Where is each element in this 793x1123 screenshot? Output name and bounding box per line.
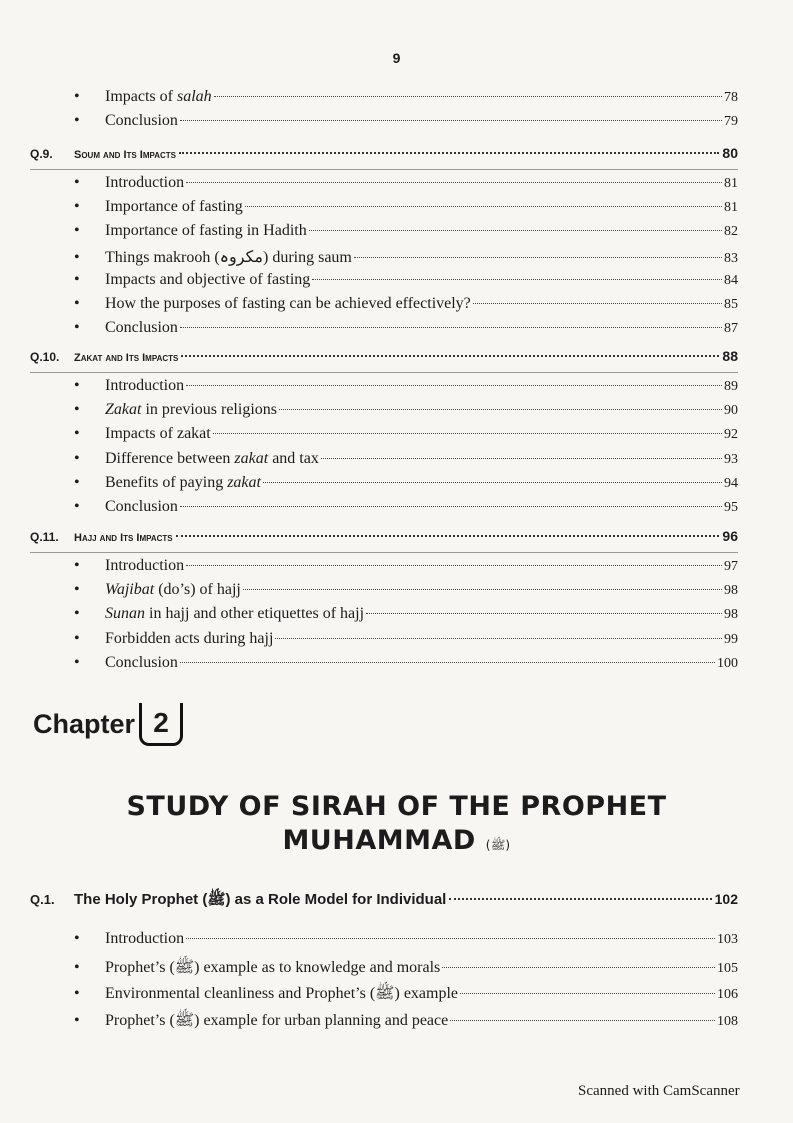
- toc-item[interactable]: [30, 319, 738, 343]
- toc-section-ch2-q1: [30, 930, 738, 1036]
- toc-item-label: Forbidden acts during hajj: [105, 629, 274, 647]
- leader-dots: [180, 120, 722, 121]
- section-number: Q.11.: [30, 530, 59, 544]
- bullet: •: [74, 629, 80, 647]
- toc-item-label: Conclusion: [105, 497, 178, 515]
- section-page: 80: [722, 145, 738, 161]
- toc-item-page: 79: [724, 114, 738, 130]
- chapter-title-line2: MUHAMMAD (ﷺ): [282, 825, 511, 856]
- toc-item-page: 99: [724, 631, 738, 647]
- section-heading[interactable]: [30, 145, 738, 170]
- bullet: •: [74, 425, 80, 443]
- toc-item-page: 94: [724, 475, 738, 491]
- toc-item-label: Introduction: [105, 557, 185, 574]
- toc-item-page: 93: [724, 451, 738, 467]
- section-title: Soum and Its Impacts: [74, 149, 177, 161]
- toc-item[interactable]: [30, 581, 738, 605]
- toc-item[interactable]: [30, 198, 738, 222]
- toc-item[interactable]: [30, 474, 738, 498]
- toc-item-label: Introduction: [105, 377, 185, 394]
- toc-item[interactable]: [30, 983, 738, 1010]
- toc-item[interactable]: [30, 605, 738, 629]
- section-title: The Holy Prophet (ﷺ) as a Role Model for Individual: [74, 891, 447, 908]
- leader-dots: [321, 458, 722, 459]
- chapter-number: 2: [153, 707, 169, 738]
- chapter-word: Chapter: [33, 709, 136, 739]
- leader-dots: [186, 182, 722, 183]
- bullet: •: [74, 319, 80, 337]
- leader-dots: [179, 152, 719, 154]
- leader-dots: [186, 565, 722, 566]
- section-number: Q.1.: [30, 892, 55, 907]
- toc-item-page: 108: [717, 1013, 738, 1029]
- toc-item-label: Things makrooh (مکروہ) during saum: [105, 248, 352, 266]
- toc-item[interactable]: [30, 401, 738, 425]
- toc-section-q11: [30, 523, 738, 678]
- toc-item-page: 89: [724, 379, 738, 394]
- toc-item-page: 81: [724, 176, 738, 191]
- section-page: 96: [722, 528, 738, 544]
- toc-section-q9: [30, 140, 738, 343]
- toc-item-page: 95: [724, 499, 738, 515]
- bullet: •: [74, 557, 80, 574]
- toc-item-page: 98: [724, 607, 738, 623]
- leader-dots: [263, 482, 722, 483]
- leader-dots: [312, 279, 722, 280]
- leader-dots: [442, 967, 715, 968]
- bullet: •: [74, 581, 80, 599]
- leader-dots: [180, 662, 715, 663]
- leader-dots: [180, 506, 722, 507]
- toc-item[interactable]: [30, 425, 738, 449]
- toc-item-page: 83: [724, 250, 738, 266]
- toc-item-label: Conclusion: [105, 112, 178, 130]
- bullet: •: [74, 449, 80, 467]
- section-page: 102: [714, 891, 738, 907]
- toc-item[interactable]: [30, 377, 738, 401]
- toc-item-label: Zakat in previous religions: [105, 401, 277, 419]
- leader-dots: [180, 327, 722, 328]
- page-number: 9: [392, 50, 401, 66]
- toc-item-page: 92: [724, 427, 738, 443]
- leader-dots: [181, 355, 719, 357]
- toc-item-page: 85: [724, 296, 738, 312]
- section-number: Q.10.: [30, 350, 60, 364]
- leader-dots: [354, 257, 722, 258]
- leader-dots: [176, 535, 720, 537]
- leader-dots: [450, 1020, 715, 1021]
- toc-item-page: 98: [724, 583, 738, 599]
- toc-item-label: Introduction: [105, 930, 185, 947]
- bullet: •: [74, 473, 80, 491]
- leader-dots: [366, 613, 722, 614]
- toc-item[interactable]: [30, 174, 738, 198]
- chapter-number-badge: [139, 703, 183, 746]
- bullet: •: [74, 958, 80, 976]
- toc-item-page: 78: [724, 90, 738, 105]
- toc-item-page: 97: [724, 559, 738, 574]
- toc-item[interactable]: [30, 271, 738, 295]
- section-title: Hajj and Its Impacts: [74, 532, 173, 544]
- leader-dots: [279, 409, 722, 410]
- leader-dots: [473, 303, 722, 304]
- toc-item[interactable]: [30, 112, 738, 136]
- section-heading[interactable]: [30, 528, 738, 553]
- bullet: •: [74, 377, 80, 394]
- toc-item-label: Impacts of zakat: [105, 425, 211, 443]
- section-number: Q.9.: [30, 147, 53, 161]
- chapter-title-line1: STUDY OF SIRAH OF THE PROPHET: [126, 791, 667, 822]
- toc-item-page: 84: [724, 272, 738, 288]
- bullet: •: [74, 88, 80, 105]
- toc-item-label: Conclusion: [105, 319, 178, 337]
- leader-dots: [243, 589, 722, 590]
- bullet: •: [74, 653, 80, 671]
- bullet: •: [74, 248, 80, 266]
- toc-block-salah: [30, 88, 738, 136]
- leader-dots: [460, 993, 715, 994]
- toc-item-label: Introduction: [105, 174, 185, 191]
- bullet: •: [74, 294, 80, 312]
- bullet: •: [74, 270, 80, 288]
- bullet: •: [74, 198, 80, 216]
- section-heading[interactable]: [30, 348, 738, 373]
- section-page: 88: [722, 348, 738, 364]
- leader-dots: [245, 206, 722, 207]
- chapter-heading: [33, 703, 183, 746]
- toc-item-page: 105: [717, 960, 738, 976]
- section-title: Zakat and Its Impacts: [74, 352, 179, 364]
- toc-item-label: Conclusion: [105, 653, 178, 671]
- bullet: •: [74, 985, 80, 1002]
- toc-item[interactable]: [30, 957, 738, 984]
- scanner-watermark: Scanned with CamScanner: [578, 1083, 740, 1099]
- bullet: •: [74, 1011, 80, 1029]
- toc-item[interactable]: [30, 1010, 738, 1037]
- leader-dots: [214, 96, 722, 97]
- toc-item[interactable]: [30, 295, 738, 319]
- toc-item-label: Wajibat (do’s) of hajj: [105, 581, 241, 599]
- toc-item[interactable]: [30, 498, 738, 522]
- toc-item-page: 81: [724, 200, 738, 216]
- toc-item-label: Environmental cleanliness and Prophet’s (ﷺ) example: [105, 985, 459, 1002]
- bullet: •: [74, 174, 80, 191]
- toc-item-label: How the purposes of fasting can be achieved effectively?: [105, 294, 471, 312]
- toc-item-label: Prophet’s (ﷺ) example as to knowledge and morals: [105, 958, 441, 976]
- toc-item-page: 106: [717, 987, 738, 1002]
- bullet: •: [74, 497, 80, 515]
- toc-item[interactable]: [30, 222, 738, 246]
- honorific: (ﷺ): [485, 838, 511, 852]
- toc-item-page: 100: [717, 655, 738, 671]
- leader-dots: [275, 638, 722, 639]
- toc-item[interactable]: [30, 88, 738, 112]
- leader-dots: [213, 433, 722, 434]
- toc-item-label: Prophet’s (ﷺ) example for urban planning and peace: [105, 1011, 449, 1029]
- toc-item-page: 90: [724, 403, 738, 419]
- bullet: •: [74, 605, 80, 623]
- toc-item-label: Benefits of paying zakat: [105, 473, 261, 491]
- toc-item-label: Impacts and objective of fasting: [105, 270, 311, 288]
- bullet: •: [74, 930, 80, 947]
- toc-item-page: 87: [724, 321, 738, 337]
- toc-item-label: Impacts of salah: [105, 88, 212, 105]
- section-heading-ch2-q1[interactable]: [30, 890, 738, 912]
- toc-item[interactable]: [30, 654, 738, 678]
- toc-item-label: Sunan in hajj and other etiquettes of hajj: [105, 605, 365, 623]
- toc-item[interactable]: [30, 247, 738, 271]
- leader-dots: [449, 898, 711, 900]
- leader-dots: [186, 385, 722, 386]
- bullet: •: [74, 401, 80, 419]
- bullet: •: [74, 222, 80, 240]
- bullet: •: [74, 112, 80, 130]
- leader-dots: [309, 230, 722, 231]
- toc-section-q10: [30, 343, 738, 522]
- toc-item-label: Importance of fasting in Hadith: [105, 222, 307, 240]
- toc-item-label: Importance of fasting: [105, 198, 243, 216]
- toc-item-page: 82: [724, 224, 738, 240]
- toc-item[interactable]: [30, 630, 738, 654]
- leader-dots: [186, 938, 715, 939]
- toc-item-page: 103: [717, 932, 738, 947]
- toc-item[interactable]: [30, 557, 738, 581]
- toc-item[interactable]: [30, 930, 738, 957]
- toc-item-label: Difference between zakat and tax: [105, 449, 319, 467]
- toc-item[interactable]: [30, 450, 738, 474]
